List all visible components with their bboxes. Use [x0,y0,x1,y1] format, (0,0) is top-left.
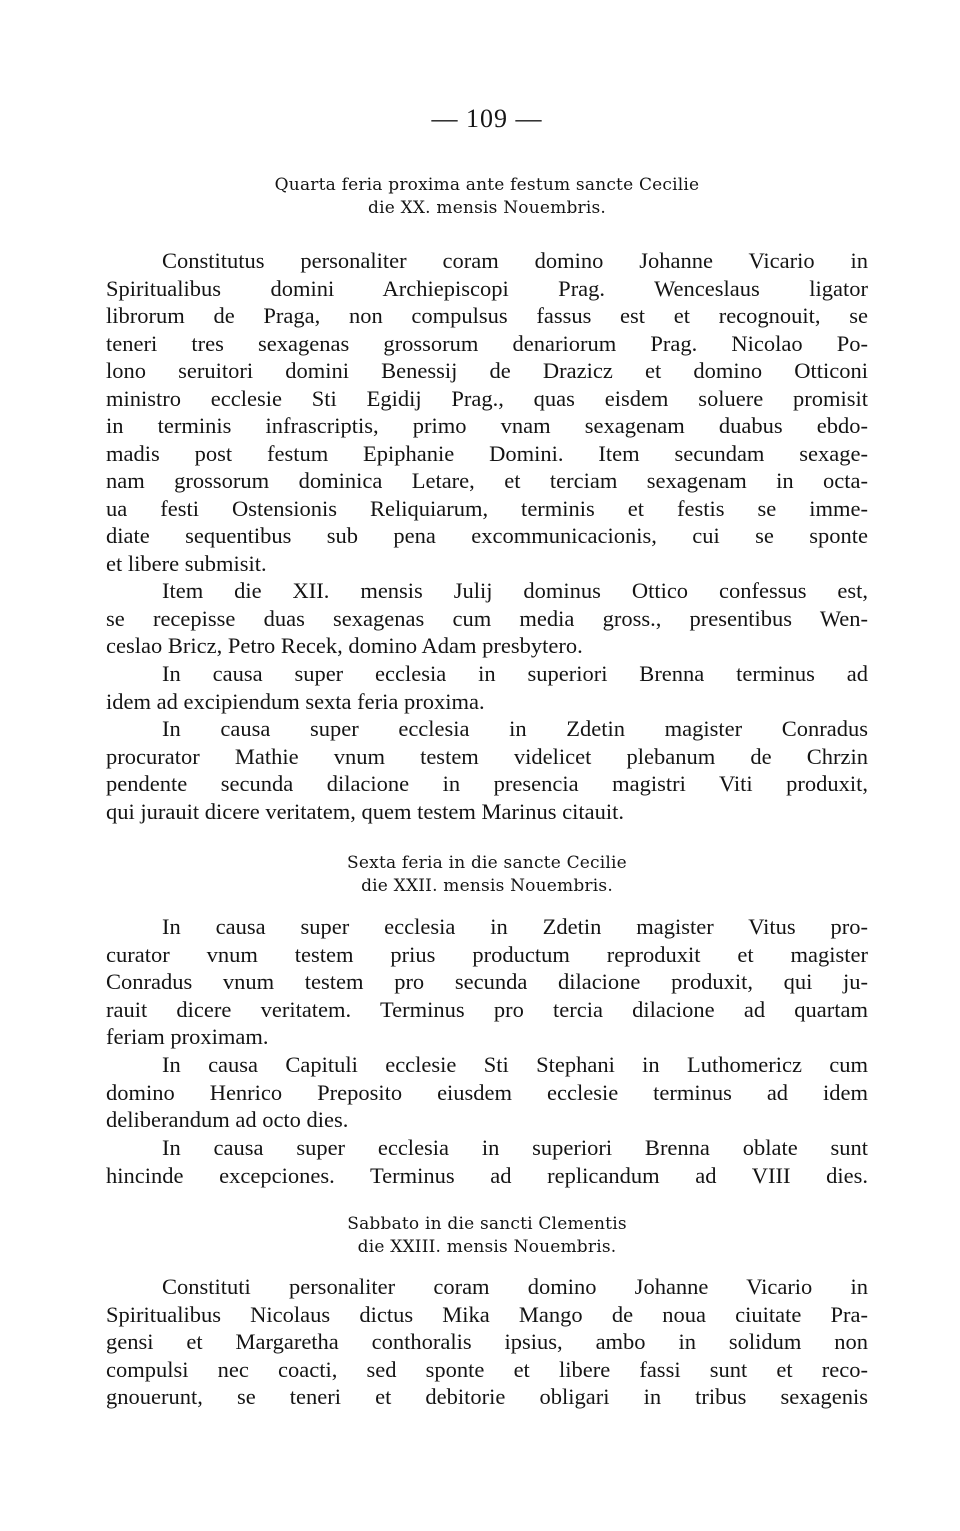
text-line: rauit dicere veritatem. Terminus pro tercia dilacione ad quartam [106,996,868,1022]
text-line: lono seruitori domini Benessij de Drazicz et domino Otticoni [106,358,868,383]
paragraph [106,577,868,660]
paragraph [106,660,868,715]
paragraph [106,1134,868,1189]
text-line: madis post festum Epiphanie Domini. Item secundam sexage- [106,440,868,466]
text-line: Constitutus personaliter coram domino Johanne Vicario in [162,248,868,273]
text-line: Conradus vnum testem pro secunda dilacione produxit, qui ju- [106,969,868,994]
section-heading [106,1213,868,1259]
text-line: librorum de Praga, non compulsus fassus est et recognouit, se [106,303,868,328]
text-line: se recepisse duas sexagenas cum media gross., presentibus Wen- [106,605,868,631]
text-line: In causa super ecclesia in Zdetin magister Vitus pro- [162,914,868,939]
paragraph [106,715,868,825]
text-line: In causa super ecclesia in Zdetin magister Conradus [162,716,868,741]
section-heading [106,852,868,898]
text-line: In causa super ecclesia in superiori Brenna terminus ad [162,661,868,686]
text-line: Spiritualibus Nicolaus dictus Mika Mango de noua ciuitate Pra- [106,1301,868,1327]
text-line: Spiritualibus domini Archiepiscopi Prag. Wenceslaus ligator [106,275,868,301]
text-line: Item die XII. mensis Julij dominus Ottico confessus est, [162,578,868,603]
heading-line: die XX. mensis Nouembris. [367,198,607,218]
text-line: curator vnum testem prius productum reproduxit et magister [106,941,868,967]
paragraph [106,247,868,577]
heading-line: die XXII. mensis Nouembris. [361,876,613,896]
text-line: ceslao Bricz, Petro Recek, domino Adam presbytero. [106,633,583,658]
text-line: ministro ecclesie Sti Egidij Prag., quas eisdem soluere promisit [106,385,868,411]
text-line: teneri tres sexagenas grossorum denariorum Prag. Nicolao Po- [106,330,868,356]
heading-line: Quarta feria proxima ante festum sancte Cecilie [274,175,700,195]
text-line: ua festi Ostensionis Reliquiarum, terminis et festis se imme- [106,495,868,521]
text-line: qui jurauit dicere veritatem, quem testem Marinus citauit. [106,798,624,824]
text-line: procurator Mathie vnum testem videlicet plebanum de Chrzin [106,743,868,769]
heading-line: die XXIII. mensis Nouembris. [357,1237,617,1257]
text-line: diate sequentibus sub pena excommunicacionis, cui se sponte [106,523,868,548]
section-heading [106,174,868,220]
page-number: — 109 — [431,104,543,133]
text-line: Constituti personaliter coram domino Johanne Vicario in [162,1274,868,1299]
text-line: gensi et Margaretha conthoralis ipsius, ambo in solidum non [106,1329,868,1354]
text-line: compulsi nec coacti, sed sponte et libere fassi sunt et reco- [106,1356,868,1382]
text-line: et libere submisit. [106,550,267,576]
text-line: domino Henrico Preposito eiusdem ecclesie terminus ad idem [106,1079,868,1105]
text-line: In causa Capituli ecclesie Sti Stephani in Luthomericz cum [162,1052,868,1077]
text-line: gnouerunt, se teneri et debitorie obligari in tribus sexagenis [106,1384,868,1409]
text-line: hincinde excepciones. Terminus ad replicandum ad VIII dies. [106,1162,868,1188]
paragraph [106,1273,868,1411]
heading-line: Sexta feria in die sancte Cecilie [347,853,627,873]
text-line: feriam proximam. [106,1024,269,1049]
heading-line: Sabbato in die sancti Clementis [347,1214,627,1234]
text-line: nam grossorum dominica Letare, et terciam sexagenam in octa- [106,468,868,493]
paragraph [106,1051,868,1134]
paragraph [106,913,868,1051]
text-line: deliberandum ad octo dies. [106,1107,349,1132]
text-line: idem ad excipiendum sexta feria proxima. [106,688,485,714]
text-line: pendente secunda dilacione in presencia magistri Viti produxit, [106,771,868,796]
text-line: In causa super ecclesia in superiori Brenna oblate sunt [162,1135,868,1160]
text-line: in terminis infrascriptis, primo vnam sexagenam duabus ebdo- [106,413,868,438]
